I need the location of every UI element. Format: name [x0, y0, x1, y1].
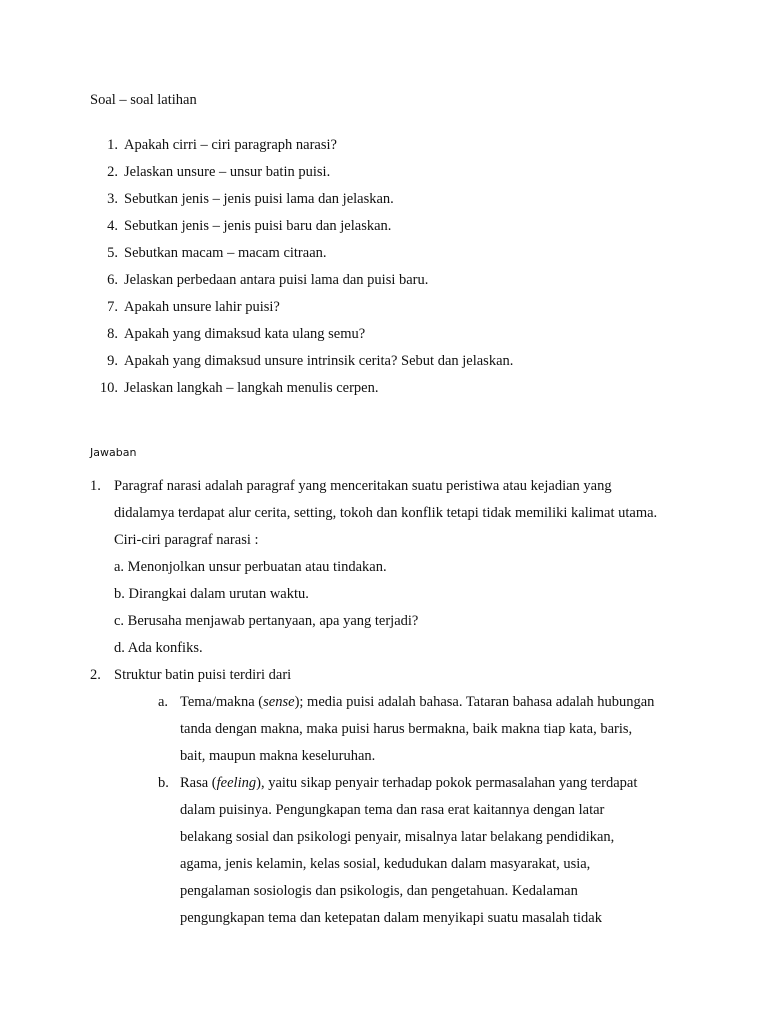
answer-1-line: didalamya terdapat alur cerita, setting, tokoh dan konflik tetapi tidak memiliki kalimat utama.: [114, 505, 658, 521]
question-item: [90, 375, 690, 402]
answers-heading: Jawaban: [90, 446, 137, 459]
answer-number: 2.: [90, 667, 101, 683]
question-text: Sebutkan jenis – jenis puisi lama dan jelaskan.: [124, 191, 394, 207]
question-item: [90, 294, 690, 321]
italic-term: sense: [263, 694, 295, 710]
question-number: 6.: [107, 272, 118, 288]
question-list: [90, 132, 690, 402]
answer-2b-line: pengungkapan tema dan ketepatan dalam menyikapi suatu masalah tidak: [180, 910, 602, 926]
answer-1-list-item: a. Menonjolkan unsur perbuatan atau tindakan.: [114, 559, 387, 575]
question-number: 8.: [107, 326, 118, 342]
answer-2a-line: bait, maupun makna keseluruhan.: [180, 748, 376, 764]
text-run: ), yaitu sikap penyair terhadap pokok permasalahan yang terdapat: [256, 775, 638, 791]
answer-1-list-item: c. Berusaha menjawab pertanyaan, apa yang terjadi?: [114, 613, 419, 629]
question-item: [90, 186, 690, 213]
question-item: [90, 132, 690, 159]
sub-item-text: [180, 775, 637, 791]
answer-2b-line: belakang sosial dan psikologi penyair, misalnya latar belakang pendidikan,: [180, 829, 615, 845]
question-text: Jelaskan perbedaan antara puisi lama dan puisi baru.: [124, 272, 429, 288]
question-text: Apakah yang dimaksud kata ulang semu?: [124, 326, 366, 342]
answer-2a-line: [90, 689, 690, 716]
question-text: Sebutkan jenis – jenis puisi baru dan jelaskan.: [124, 218, 392, 234]
answer-2b-line: [90, 770, 690, 797]
answer-1-line: Ciri-ciri paragraf narasi :: [114, 532, 259, 548]
answer-1-line: [90, 473, 690, 500]
question-item: [90, 321, 690, 348]
page-title: Soal – soal latihan: [90, 92, 197, 108]
question-text: Jelaskan unsure – unsur batin puisi.: [124, 164, 331, 180]
answer-number: 1.: [90, 478, 101, 494]
answer-2a-line: tanda dengan makna, maka puisi harus bermakna, baik makna tiap kata, baris,: [180, 721, 633, 737]
sub-item-label: a.: [158, 694, 169, 710]
question-text: Jelaskan langkah – langkah menulis cerpen.: [124, 380, 379, 396]
question-number: 2.: [107, 164, 118, 180]
question-item: [90, 267, 690, 294]
sub-item-text: [180, 694, 654, 710]
question-text: Apakah unsure lahir puisi?: [124, 299, 280, 315]
answer-2b-line: dalam puisinya. Pengungkapan tema dan rasa erat kaitannya dengan latar: [180, 802, 605, 818]
italic-term: feeling: [216, 775, 257, 791]
answers-section: [90, 473, 690, 932]
answer-text: Paragraf narasi adalah paragraf yang menceritakan suatu peristiwa atau kejadian yang: [114, 478, 612, 494]
question-item: [90, 159, 690, 186]
question-number: 10.: [99, 380, 118, 396]
text-run: Tema/makna (: [180, 694, 264, 710]
answer-1-list-item: b. Dirangkai dalam urutan waktu.: [114, 586, 309, 602]
question-text: Sebutkan macam – macam citraan.: [124, 245, 327, 261]
answer-2b-line: pengalaman sosiologis dan psikologis, dan pengetahuan. Kedalaman: [180, 883, 578, 899]
question-number: 7.: [107, 299, 118, 315]
question-number: 1.: [107, 137, 118, 153]
answer-2b-line: agama, jenis kelamin, kelas sosial, kedudukan dalam masyarakat, usia,: [180, 856, 591, 872]
question-number: 9.: [107, 353, 118, 369]
question-item: [90, 348, 690, 375]
question-item: [90, 240, 690, 267]
text-run: Rasa (: [180, 775, 217, 791]
question-number: 5.: [107, 245, 118, 261]
question-text: Apakah cirri – ciri paragraph narasi?: [124, 137, 337, 153]
answer-1-list-item: d. Ada konfiks.: [114, 640, 203, 656]
question-item: [90, 213, 690, 240]
answer-text: Struktur batin puisi terdiri dari: [114, 667, 292, 683]
question-number: 4.: [107, 218, 118, 234]
text-run: ); media puisi adalah bahasa. Tataran bahasa adalah hubungan: [294, 694, 655, 710]
question-text: Apakah yang dimaksud unsure intrinsik cerita? Sebut dan jelaskan.: [124, 353, 514, 369]
answer-2-line: [90, 662, 690, 689]
question-number: 3.: [107, 191, 118, 207]
sub-item-label: b.: [158, 775, 169, 791]
